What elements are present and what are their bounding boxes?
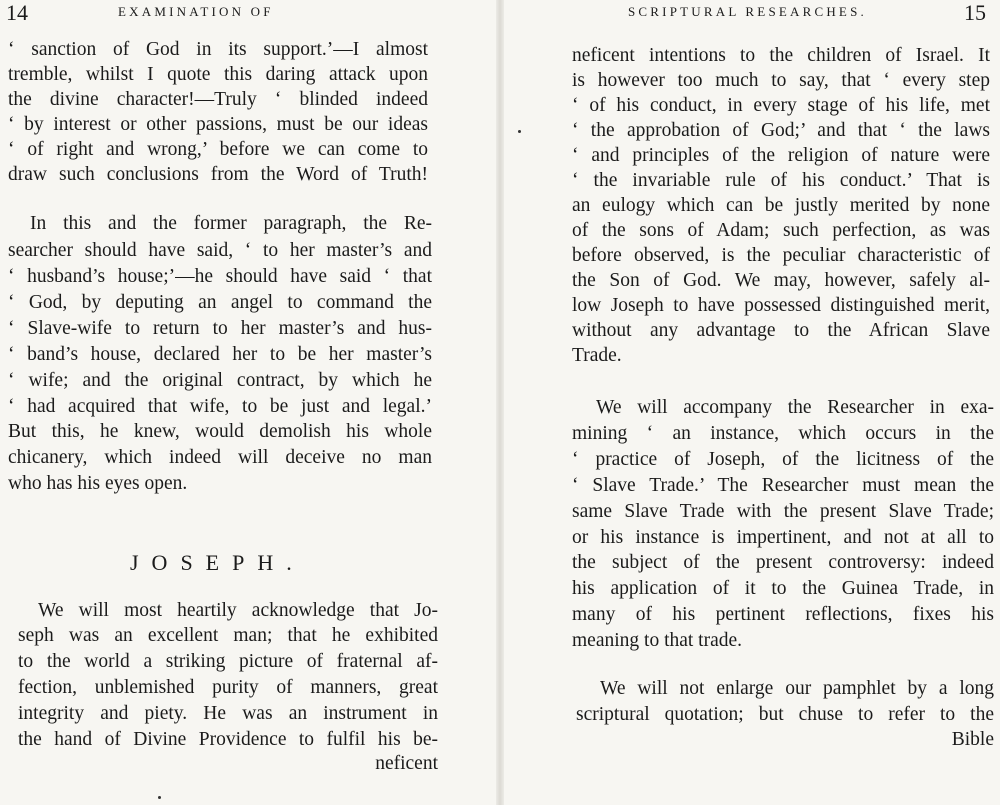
text-line: before observed, is the peculiar characteristic of xyxy=(572,245,990,266)
text-line: chicanery, which indeed will deceive no man xyxy=(8,447,432,468)
text-line: ‘ had acquired that wife, to be just and legal.’ xyxy=(8,396,432,417)
text-line: ‘ of his conduct, in every stage of his life, met xyxy=(572,95,990,116)
ink-speck xyxy=(158,796,161,799)
text-line: ‘ Slave Trade.’ The Researcher must mean the xyxy=(572,475,994,496)
right-page xyxy=(500,0,1000,805)
text-line: ‘ and principles of the religion of nature were xyxy=(572,145,990,166)
section-heading: JOSEPH. xyxy=(130,550,305,575)
text-line: low Joseph to have possessed distinguished merit, xyxy=(572,295,990,316)
text-line: mining ‘ an instance, which occurs in the xyxy=(572,423,994,444)
text-line: ‘ by interest or other passions, must be our ideas xyxy=(8,114,428,135)
running-head-right: SCRIPTURAL RESEARCHES. xyxy=(628,4,867,19)
text-line: many of his pertinent reflections, fixes his xyxy=(572,604,994,625)
text-line: the hand of Divine Providence to fulfil his be- xyxy=(18,729,438,750)
text-line: to the world a striking picture of fraternal af- xyxy=(18,651,438,672)
text-line: ‘ the invariable rule of his conduct.’ That is xyxy=(572,170,990,191)
text-line: ‘ sanction of God in its support.’—I almost xyxy=(8,39,428,60)
text-line: fection, unblemished purity of manners, great xyxy=(18,677,438,698)
text-line: his application of it to the Guinea Trade, in xyxy=(572,578,994,599)
catchword-left: neficent xyxy=(375,753,438,774)
text-line: is however too much to say, that ‘ every step xyxy=(572,70,990,91)
text-line: ‘ wife; and the original contract, by which he xyxy=(8,370,432,391)
text-line: We will not enlarge our pamphlet by a long xyxy=(600,678,994,699)
text-line: without any advantage to the African Slave xyxy=(572,320,990,341)
ink-speck xyxy=(518,130,521,133)
catchword-right: Bible xyxy=(951,729,994,750)
running-head-left: EXAMINATION OF xyxy=(118,4,274,19)
text-line: ‘ husband’s house;’—he should have said ‘ that xyxy=(8,266,432,287)
text-line: neficent intentions to the children of Israel. It xyxy=(572,45,990,66)
text-line: integrity and piety. He was an instrument in xyxy=(18,703,438,724)
text-line: ‘ band’s house, declared her to be her master’s xyxy=(8,344,432,365)
text-line: same Slave Trade with the present Slave Trade; xyxy=(572,501,994,522)
text-line: meaning to that trade. xyxy=(572,630,743,651)
text-line: of the sons of Adam; such perfection, as was xyxy=(572,220,990,241)
page-number-left: 14 xyxy=(6,0,28,25)
text-line: the Son of God. We may, however, safely al- xyxy=(572,270,990,291)
text-line: Trade. xyxy=(572,345,622,366)
text-line: the divine character!—Truly ‘ blinded indeed xyxy=(8,89,428,110)
text-line: We will most heartily acknowledge that Jo- xyxy=(38,600,438,621)
text-line: tremble, whilst I quote this daring attack upon xyxy=(8,64,428,85)
text-line: ‘ Slave-wife to return to her master’s and hus- xyxy=(8,318,432,339)
text-line: ‘ of right and wrong,’ before we can come to xyxy=(8,139,428,160)
text-line: who has his eyes open. xyxy=(8,473,188,494)
text-line: ‘ the approbation of God;’ and that ‘ the laws xyxy=(572,120,990,141)
text-line: In this and the former paragraph, the Re- xyxy=(30,213,432,234)
page-number-right: 15 xyxy=(964,0,986,25)
text-line: the subject of the present controversy: indeed xyxy=(572,552,994,573)
text-line: ‘ God, by deputing an angel to command the xyxy=(8,292,432,313)
text-line: draw such conclusions from the Word of Truth! xyxy=(8,164,428,185)
text-line: scriptural quotation; but chuse to refer to the xyxy=(576,704,994,725)
text-line: We will accompany the Researcher in exa- xyxy=(596,397,994,418)
text-line: or his instance is impertinent, and not at all to xyxy=(572,527,994,548)
text-line: ‘ practice of Joseph, of the licitness of the xyxy=(572,449,994,470)
text-line: searcher should have said, ‘ to her master’s and xyxy=(8,240,432,261)
text-line: an eulogy which can be justly merited by none xyxy=(572,195,990,216)
text-line: seph was an excellent man; that he exhibited xyxy=(18,625,438,646)
text-line: But this, he knew, would demolish his whole xyxy=(8,421,432,442)
